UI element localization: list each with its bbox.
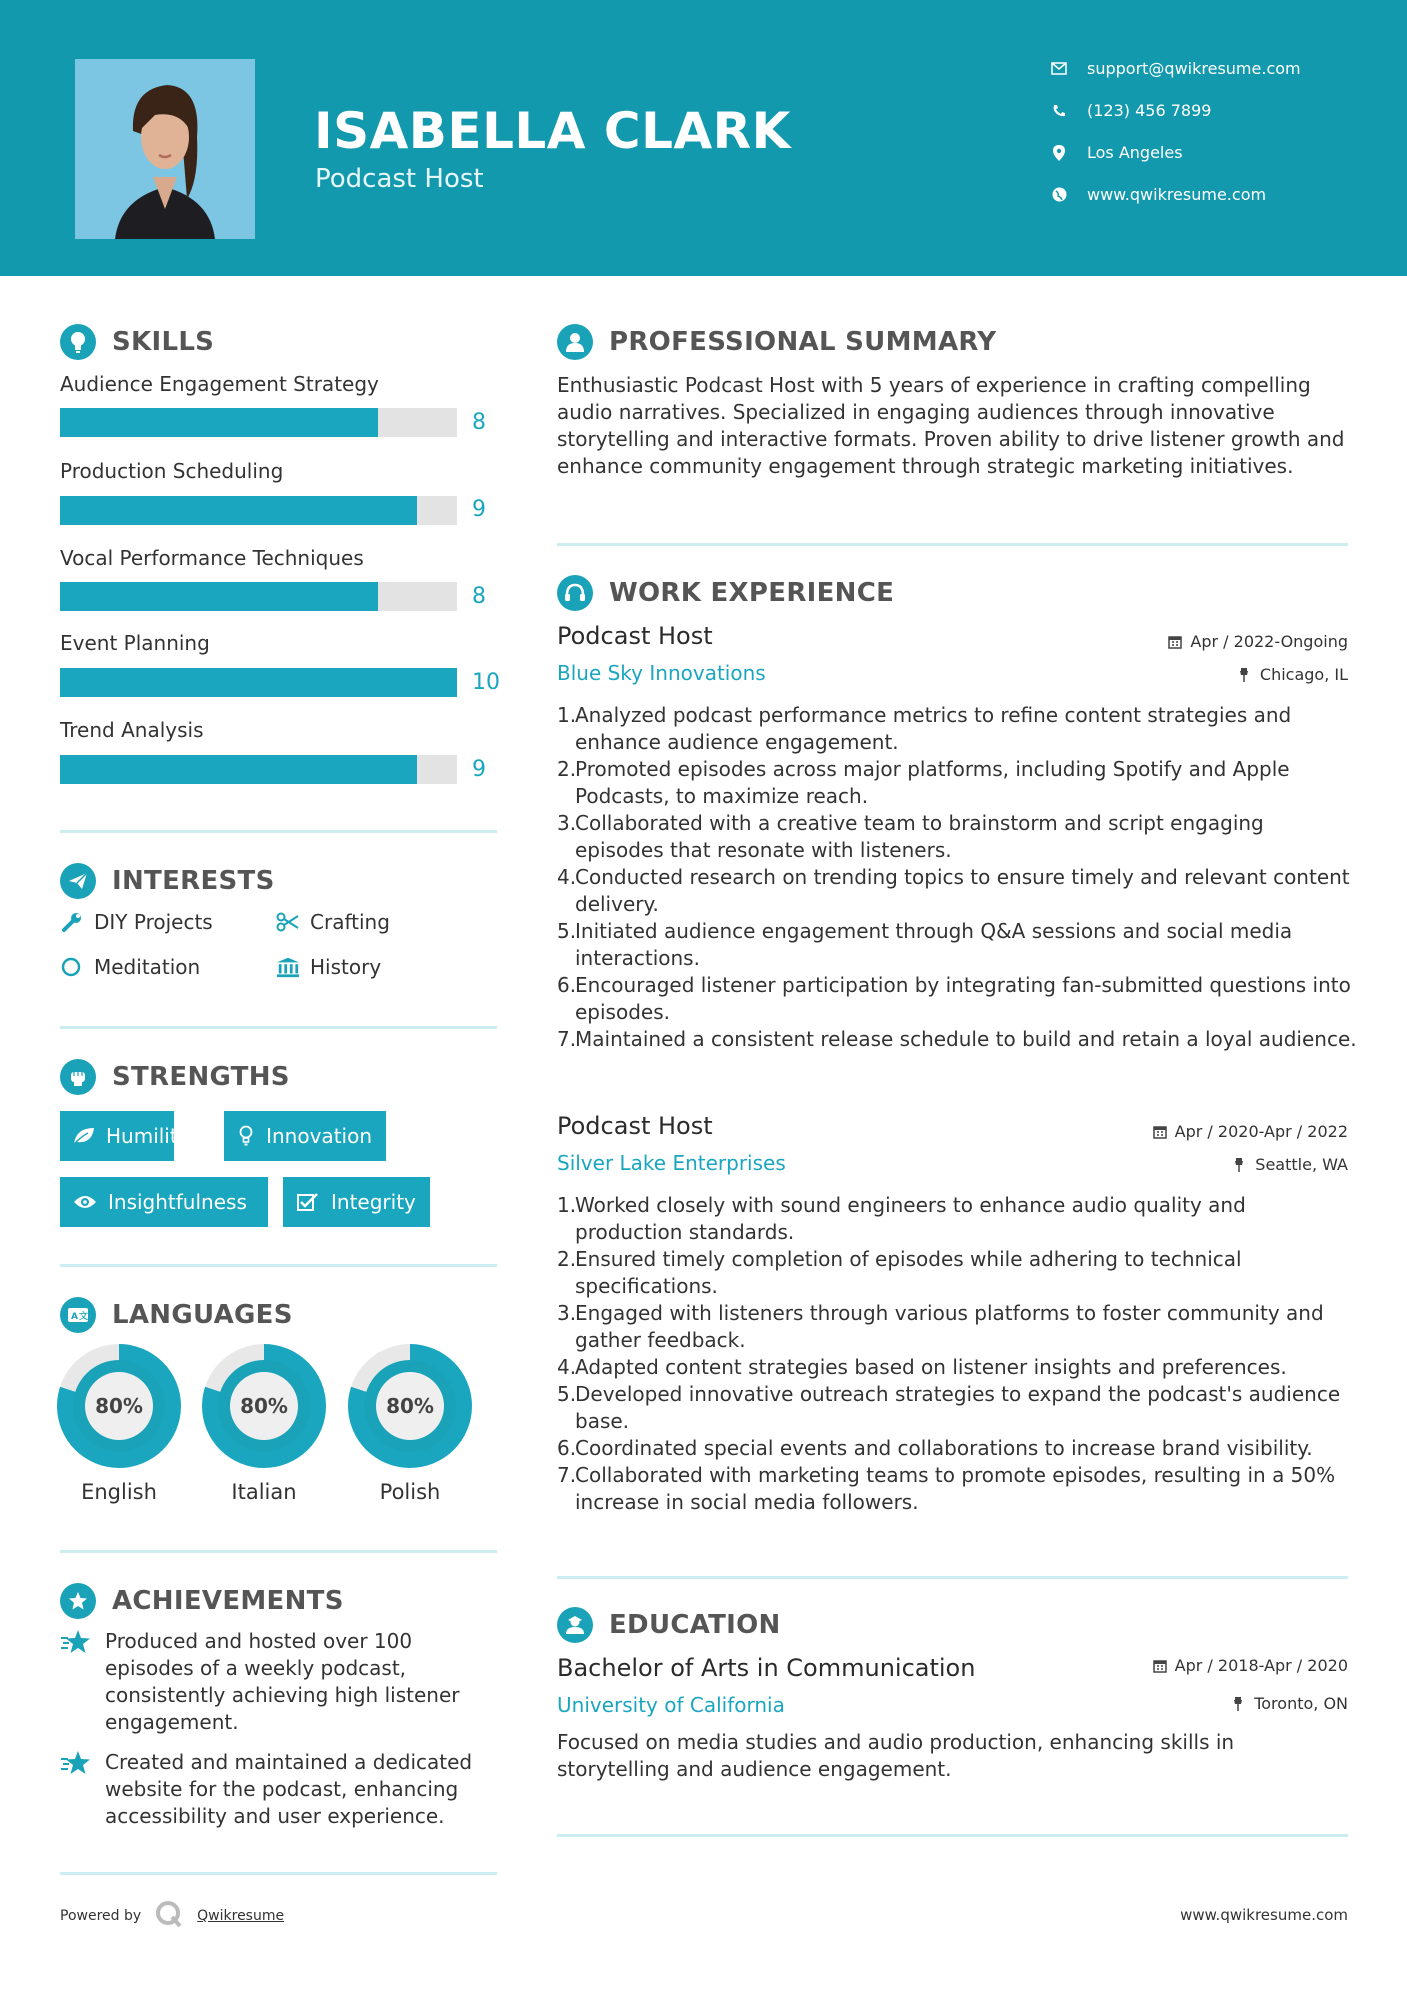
duty-item: 2. Ensured timely completion of episodes while adhering to technical specifications. xyxy=(557,1247,1242,1298)
scissors-icon xyxy=(276,910,300,934)
duty-item: 4. Conducted research on trending topics to ensure timely and relevant content delivery. xyxy=(557,865,1350,916)
graduate-icon xyxy=(557,1607,593,1643)
interest-item xyxy=(60,955,200,979)
svg-text:A: A xyxy=(71,1312,78,1322)
interests-title: INTERESTS xyxy=(112,866,275,896)
section-divider xyxy=(60,1872,497,1875)
duty-item: 7. Maintained a consistent release schedule to build and retain a loyal audience. xyxy=(557,1027,1357,1051)
skill-bar-fill xyxy=(60,496,417,525)
profile-photo xyxy=(75,59,255,239)
job-dates-text: Apr / 2022-Ongoing xyxy=(1190,632,1348,651)
section-divider xyxy=(60,1026,497,1029)
education-description: Focused on media studies and audio production, enhancing skills in storytelling and audience engagement. xyxy=(557,1730,1235,1781)
interest-label: History xyxy=(310,955,382,979)
contact-website[interactable] xyxy=(1051,185,1266,204)
interest-item xyxy=(276,910,390,934)
powered-by-text: Powered by xyxy=(60,1908,142,1924)
skills-heading xyxy=(60,324,214,360)
contact-phone-text: (123) 456 7899 xyxy=(1087,101,1212,120)
skill-value: 8 xyxy=(472,410,486,435)
job-dates-text: Apr / 2020-Apr / 2022 xyxy=(1174,1122,1348,1141)
education-location xyxy=(1232,1694,1348,1713)
user-icon xyxy=(557,324,593,360)
strength-label: Innovation xyxy=(266,1124,372,1148)
museum-icon xyxy=(276,955,300,979)
envelope-icon xyxy=(1051,61,1067,77)
checkbox-icon xyxy=(295,1191,321,1213)
strength-tag xyxy=(60,1177,268,1227)
language-icon xyxy=(60,1297,96,1333)
skill-bar xyxy=(60,668,457,697)
pin-icon xyxy=(1233,1158,1247,1172)
section-divider xyxy=(60,1264,497,1267)
footer-powered-by xyxy=(60,1900,284,1932)
skill-bar-fill xyxy=(60,408,378,437)
duty-item: 7. Collaborated with marketing teams to promote episodes, resulting in a 50% increase in social media followers. xyxy=(557,1463,1336,1514)
duty-item: 6. Coordinated special events and collaborations to increase brand visibility. xyxy=(557,1436,1313,1460)
qwikresume-link[interactable]: Qwikresume xyxy=(197,1908,285,1924)
footer-url[interactable]: www.qwikresume.com xyxy=(1180,1906,1348,1924)
calendar-icon xyxy=(1153,1125,1167,1139)
globe-icon xyxy=(1051,187,1067,203)
job-duties xyxy=(557,1192,1357,1516)
phone-icon xyxy=(1051,103,1067,119)
calendar-icon xyxy=(1153,1659,1167,1673)
lightbulb-icon xyxy=(236,1125,256,1147)
skills-title: SKILLS xyxy=(112,327,215,357)
skill-bar xyxy=(60,408,457,437)
headset-icon xyxy=(557,575,593,611)
lightbulb-icon xyxy=(60,324,96,360)
pin-icon xyxy=(1232,1697,1246,1711)
map-pin-icon xyxy=(1051,145,1067,161)
languages-title: LANGUAGES xyxy=(112,1300,293,1330)
duty-item: 6. Encouraged listener participation by integrating fan-submitted questions into episodes. xyxy=(557,973,1351,1024)
candidate-name: ISABELLA CLARK xyxy=(314,102,791,160)
job-location xyxy=(1233,1155,1348,1174)
skill-bar xyxy=(60,496,457,525)
qwikresume-logo-icon xyxy=(155,1900,183,1932)
fist-icon xyxy=(60,1059,96,1095)
strength-tag xyxy=(283,1177,430,1227)
skill-bar-fill xyxy=(60,582,378,611)
contact-email-text: support@qwikresume.com xyxy=(1087,59,1301,78)
duty-item: 5. Developed innovative outreach strategies to expand the podcast's audience base. xyxy=(557,1382,1341,1433)
job-dates xyxy=(1168,632,1348,651)
contact-phone[interactable] xyxy=(1051,101,1211,120)
education-location-text: Toronto, ON xyxy=(1254,1694,1348,1713)
section-divider xyxy=(60,1550,497,1553)
interest-item xyxy=(60,910,213,934)
experience-title: WORK EXPERIENCE xyxy=(609,578,895,608)
strengths-heading xyxy=(60,1059,290,1095)
achievement-text: Produced and hosted over 100 episodes of a weekly podcast, consistently achieving high listener engagement. xyxy=(105,1629,460,1734)
strengths-title: STRENGTHS xyxy=(112,1062,290,1092)
contact-location xyxy=(1051,143,1183,162)
section-divider xyxy=(557,543,1348,546)
leaf-icon xyxy=(72,1125,96,1147)
company-name: Silver Lake Enterprises xyxy=(557,1151,786,1175)
star-icon xyxy=(60,1583,96,1619)
education-title: EDUCATION xyxy=(609,1610,781,1640)
contact-email[interactable] xyxy=(1051,59,1301,78)
skill-name: Production Scheduling xyxy=(60,459,284,483)
achievements-heading xyxy=(60,1583,344,1619)
duty-item: 4. Adapted content strategies based on listener insights and preferences. xyxy=(557,1355,1287,1379)
calendar-icon xyxy=(1168,635,1182,649)
candidate-role: Podcast Host xyxy=(315,164,484,194)
achievement-text: Created and maintained a dedicated website for the podcast, enhancing accessibility and user experience. xyxy=(105,1750,473,1828)
skill-bar-fill xyxy=(60,755,417,784)
skill-name: Trend Analysis xyxy=(60,718,204,742)
section-divider xyxy=(60,830,497,833)
education-dates-text: Apr / 2018-Apr / 2020 xyxy=(1174,1656,1348,1675)
duty-item: 1. Analyzed podcast performance metrics to refine content strategies and enhance audience engagement. xyxy=(557,703,1292,754)
skill-value: 9 xyxy=(472,497,486,522)
duty-item: 2. Promoted episodes across major platforms, including Spotify and Apple Podcasts, to maximize reach. xyxy=(557,757,1290,808)
skill-value: 10 xyxy=(472,670,500,695)
star-icon xyxy=(60,1628,92,1658)
language-percent: 80% xyxy=(85,1372,153,1440)
eye-icon xyxy=(72,1191,98,1213)
svg-text:文: 文 xyxy=(79,1312,89,1322)
job-location-text: Seattle, WA xyxy=(1255,1155,1348,1174)
interest-label: Meditation xyxy=(94,955,201,979)
interest-label: Crafting xyxy=(310,910,390,934)
circle-icon xyxy=(60,955,84,979)
skill-value: 8 xyxy=(472,584,486,609)
summary-text: Enthusiastic Podcast Host with 5 years of experience in crafting compelling audio narratives. Specialized in engaging audiences through innovative storytelling and interactive formats. Proven ability to drive listener growth and enhance community engagement through strategic marketing initiatives. xyxy=(557,373,1345,478)
star-icon xyxy=(60,1749,92,1779)
header-banner xyxy=(0,0,1407,276)
duty-item: 3. Engaged with listeners through various platforms to foster community and gather feedback. xyxy=(557,1301,1324,1352)
strength-tag xyxy=(60,1111,190,1161)
duty-item: 1. Worked closely with sound engineers to enhance audio quality and production standards. xyxy=(557,1193,1246,1244)
strength-label: Humility xyxy=(106,1124,190,1148)
interest-label: DIY Projects xyxy=(94,910,213,934)
job-location xyxy=(1238,665,1348,684)
language-gauge xyxy=(348,1344,472,1468)
achievement-item xyxy=(60,1628,500,1736)
job-location-text: Chicago, IL xyxy=(1259,665,1348,684)
job-dates xyxy=(1153,1122,1348,1141)
skill-name: Vocal Performance Techniques xyxy=(60,546,364,570)
language-gauge xyxy=(202,1344,326,1468)
strength-tag xyxy=(224,1111,386,1161)
strength-label: Insightfulness xyxy=(108,1190,247,1214)
job-title: Podcast Host xyxy=(557,1112,713,1140)
duty-item: 3. Collaborated with a creative team to brainstorm and script engaging episodes that resonate with listeners. xyxy=(557,811,1264,862)
language-gauge xyxy=(57,1344,181,1468)
section-divider xyxy=(557,1834,1348,1837)
skill-bar xyxy=(60,582,457,611)
strength-label: Integrity xyxy=(331,1190,416,1214)
skill-bar-fill xyxy=(60,668,457,697)
duty-item: 5. Initiated audience engagement through Q&A sessions and social media interactions. xyxy=(557,919,1293,970)
wrench-icon xyxy=(60,910,84,934)
skill-bar xyxy=(60,755,457,784)
degree-title: Bachelor of Arts in Communication xyxy=(557,1654,976,1682)
contact-website-text: www.qwikresume.com xyxy=(1087,185,1267,204)
summary-heading xyxy=(557,324,996,360)
skill-name: Audience Engagement Strategy xyxy=(60,372,379,396)
section-divider xyxy=(557,1576,1348,1579)
school-name: University of California xyxy=(557,1693,785,1717)
achievements-title: ACHIEVEMENTS xyxy=(112,1586,344,1616)
job-duties xyxy=(557,702,1357,1053)
language-name: Polish xyxy=(379,1480,441,1504)
pin-icon xyxy=(1238,668,1252,682)
education-heading xyxy=(557,1607,781,1643)
summary-title: PROFESSIONAL SUMMARY xyxy=(609,327,997,357)
interest-item xyxy=(276,955,381,979)
company-name: Blue Sky Innovations xyxy=(557,661,766,685)
education-dates xyxy=(1153,1656,1348,1675)
language-name: Italian xyxy=(231,1480,297,1504)
job-title: Podcast Host xyxy=(557,622,713,650)
language-percent: 80% xyxy=(376,1372,444,1440)
contact-location-text: Los Angeles xyxy=(1087,143,1183,162)
experience-heading xyxy=(557,575,894,611)
paper-plane-icon xyxy=(60,863,96,899)
achievement-item xyxy=(60,1749,500,1830)
language-percent: 80% xyxy=(230,1372,298,1440)
skill-name: Event Planning xyxy=(60,631,210,655)
languages-heading xyxy=(60,1297,293,1333)
language-name: English xyxy=(81,1480,157,1504)
skill-value: 9 xyxy=(472,757,486,782)
interests-heading xyxy=(60,863,275,899)
